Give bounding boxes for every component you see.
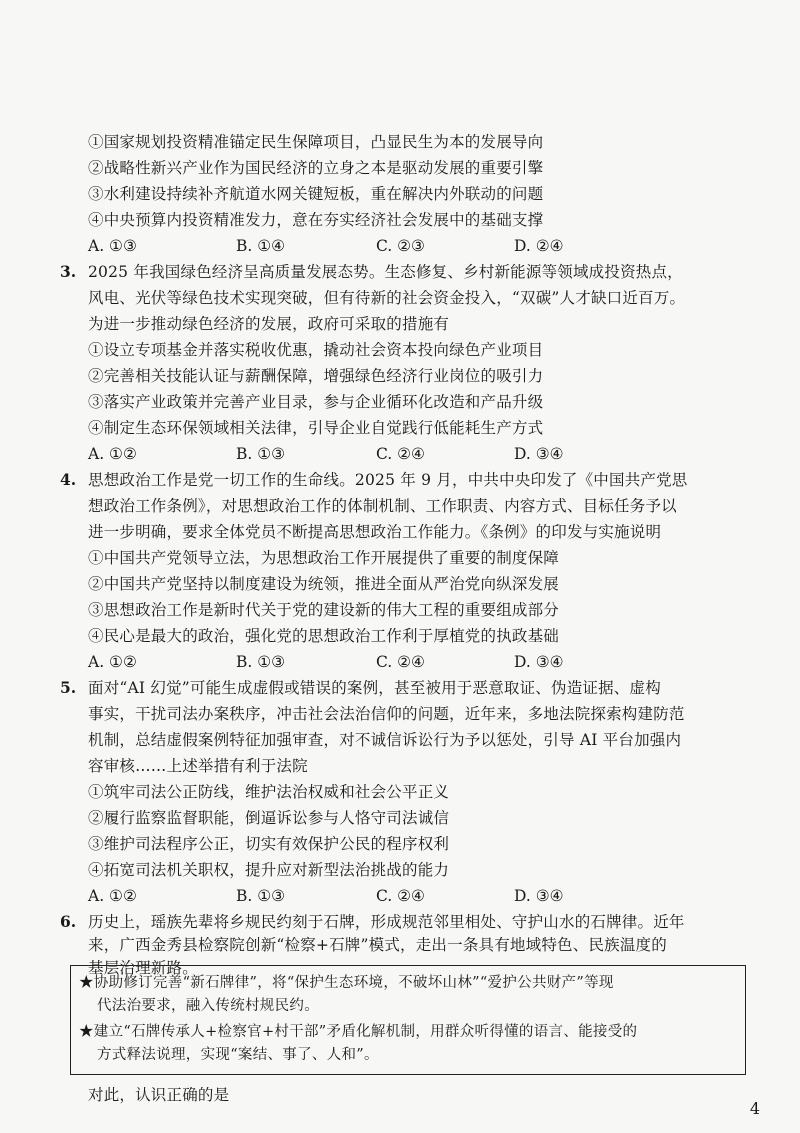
option-d: D. ③④ (514, 887, 564, 905)
statement-line: ①筑牢司法公正防线，维护法治权威和社会公平正义 (88, 783, 450, 801)
statement-line: ③维护司法程序公正，切实有效保护公民的程序权利 (88, 835, 450, 853)
statement-line: ③思想政治工作是新时代关于党的建设新的伟大工程的重要组成部分 (88, 601, 560, 619)
option-a: A. ①② (88, 887, 137, 905)
question-stem-line: 来，广西金秀县检察院创新“检察+石牌”模式，走出一条具有地域特色、民族温度的 (88, 936, 667, 954)
page-number: 4 (749, 1099, 760, 1118)
question-stem-line: 为进一步推动绿色经济的发展，政府可采取的措施有 (88, 315, 450, 333)
answer-options (88, 235, 648, 257)
question-number: 4. (60, 470, 77, 489)
statement-line: ④中央预算内投资精准发力，意在夯实经济社会发展中的基础支撑 (88, 211, 544, 229)
answer-options (88, 443, 648, 465)
question-stem-line: 历史上，瑶族先辈将乡规民约刻于石牌，形成规范邻里相处、守护山水的石牌律。近年 (88, 913, 685, 931)
option-c: C. ②③ (376, 237, 425, 255)
question-stem-line: 2025 年我国绿色经济呈高质量发展态势。生态修复、乡村新能源等领域成投资热点， (88, 263, 683, 281)
question-number: 3. (60, 262, 77, 281)
question-prompt: 对此，认识正确的是 (88, 1086, 230, 1104)
option-c: C. ②④ (376, 653, 425, 671)
box-line: ★协助修订完善“新石牌律”，将“保护生态环境，不破坏山林”“爱护公共财产”等现 (79, 975, 614, 991)
question-number: 5. (60, 678, 77, 697)
question-stem-line: 面对“AI 幻觉”可能生成虚假或错误的案例，甚至被用于恶意取证、伪造证据、虚构 (88, 679, 661, 697)
box-line: ★建立“石牌传承人+检察官+村干部”矛盾化解机制，用群众听得懂的语言、能接受的 (79, 1024, 638, 1040)
question-stem-line: 机制，总结虚假案例特征加强审查，对不诚信诉讼行为予以惩处，引导 AI 平台加强内 (88, 731, 682, 749)
option-c: C. ②④ (376, 445, 425, 463)
material-box (70, 965, 746, 1075)
option-b: B. ①④ (236, 237, 286, 255)
statement-line: ②中国共产党坚持以制度建设为统领，推进全面从严治党向纵深发展 (88, 575, 560, 593)
answer-options (88, 885, 648, 907)
box-line: 方式释法说理，实现“案结、事了、人和”。 (97, 1047, 379, 1063)
statement-line: ④民心是最大的政治，强化党的思想政治工作利于厚植党的执政基础 (88, 627, 560, 645)
statement-line: ③落实产业政策并完善产业目录，参与企业循环化改造和产品升级 (88, 393, 544, 411)
option-b: B. ①③ (236, 653, 286, 671)
statement-line: ③水利建设持续补齐航道水网关键短板，重在解决内外联动的问题 (88, 185, 544, 203)
question-stem-line: 风电、光伏等绿色技术实现突破，但有待新的社会资金投入，“双碳”人才缺口近百万。 (88, 289, 686, 307)
statement-line: ①中国共产党领导立法，为思想政治工作开展提供了重要的制度保障 (88, 549, 560, 567)
question-stem-line: 想政治工作条例》，对思想政治工作的体制机制、工作职责、内容方式、目标任务予以 (88, 497, 677, 515)
box-line: 代法治要求，融入传统村规民约。 (97, 998, 319, 1014)
option-c: C. ②④ (376, 887, 425, 905)
option-a: A. ①② (88, 653, 137, 671)
option-a: A. ①② (88, 445, 137, 463)
statement-line: ②完善相关技能认证与薪酬保障，增强绿色经济行业岗位的吸引力 (88, 367, 544, 385)
statement-line: ④拓宽司法机关职权，提升应对新型法治挑战的能力 (88, 861, 450, 879)
option-b: B. ①③ (236, 445, 286, 463)
statement-line: ①设立专项基金并落实税收优惠，撬动社会资本投向绿色产业项目 (88, 341, 544, 359)
question-stem-line: 容审核……上述举措有利于法院 (88, 757, 308, 775)
question-number: 6. (60, 912, 77, 931)
statement-line: ①国家规划投资精准锚定民生保障项目，凸显民生为本的发展导向 (88, 133, 544, 151)
question-stem-line: 基层治理新路。 (88, 959, 198, 977)
question-stem-line: 思想政治工作是党一切工作的生命线。2025 年 9 月，中共中央印发了《中国共产党思 (88, 471, 688, 489)
option-d: D. ③④ (514, 445, 564, 463)
question-stem-line: 进一步明确，要求全体党员不断提高思想政治工作能力。《条例》的印发与实施说明 (88, 523, 662, 541)
statement-line: ②战略性新兴产业作为国民经济的立身之本是驱动发展的重要引擎 (88, 159, 544, 177)
statement-line: ②履行监察监督职能，倒逼诉讼参与人恪守司法诚信 (88, 809, 450, 827)
option-b: B. ①③ (236, 887, 286, 905)
option-d: D. ②④ (514, 237, 564, 255)
option-d: D. ③④ (514, 653, 564, 671)
answer-options (88, 651, 648, 673)
question-stem-line: 事实，干扰司法办案秩序，冲击社会法治信仰的问题，近年来，多地法院探索构建防范 (88, 705, 685, 723)
option-a: A. ①③ (88, 237, 137, 255)
statement-line: ④制定生态环保领域相关法律，引导企业自觉践行低能耗生产方式 (88, 419, 544, 437)
